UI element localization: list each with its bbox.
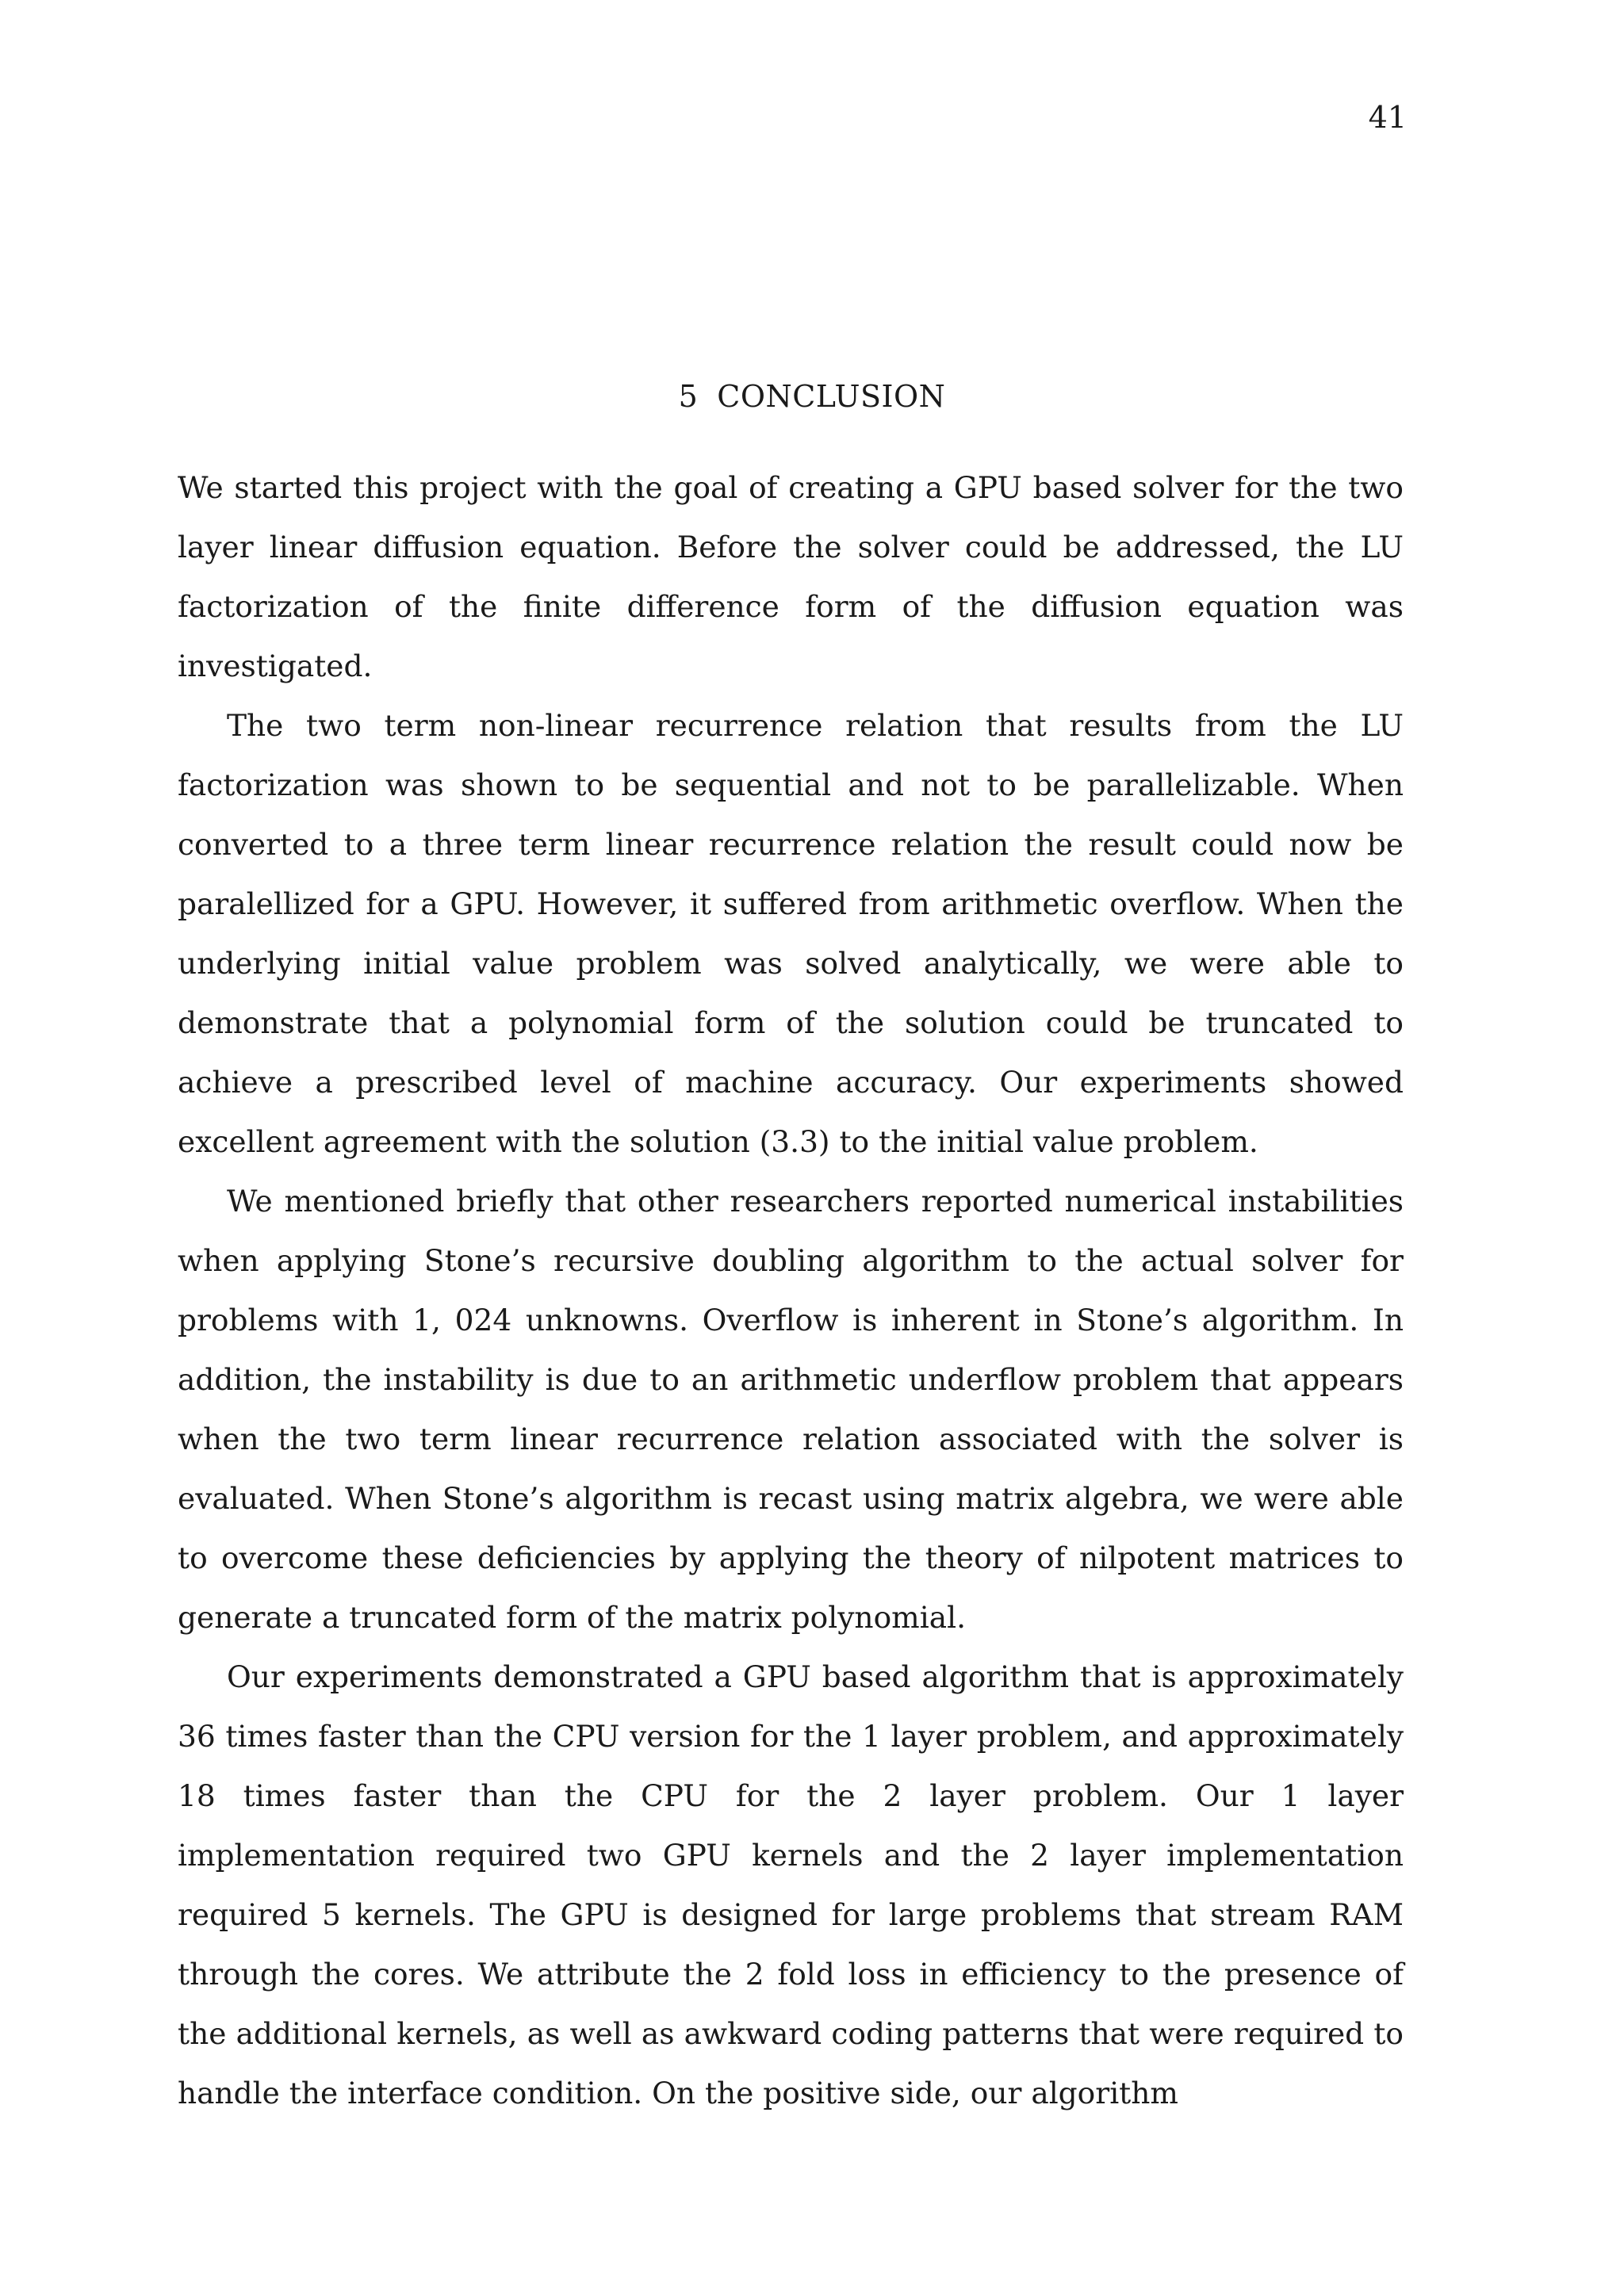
chapter-heading <box>0 374 1624 419</box>
chapter-title: CONCLUSION <box>717 379 946 414</box>
body-text <box>178 458 1404 2123</box>
paragraph: Our experiments demonstrated a GPU based algorithm that is approximately 36 times faster than the CPU version for the 1 layer problem, and approximately 18 times faster than the CPU for the 2 layer problem. Our 1 layer implementation required two GPU kernels and the 2 layer implementation required 5 kernels. The GPU is designed for large problems that stream RAM through the cores. We attribute the 2 fold loss in efficiency to the presence of the additional kernels, as well as awkward coding patterns that were required to handle the interface condition. On the positive side, our algorithm <box>178 1659 1404 2110</box>
paragraph: The two term non-linear recurrence relation that results from the LU factorization was shown to be sequential and not to be parallelizable. When converted to a three term linear recurrence relation the result could now be paralellized for a GPU. However, it suffered from arithmetic overflow. When the underlying initial value problem was solved analytically, we were able to demonstrate that a polynomial form of the solution could be truncated to achieve a prescribed level of machine accuracy. Our experiments showed excellent agreement with the solution (3.3) to the initial value problem. <box>178 708 1404 1159</box>
chapter-number: 5 <box>678 379 699 414</box>
paragraph: We started this project with the goal of creating a GPU based solver for the two layer linear diffusion equation. Before the solver could be addressed, the LU factorization of the finite difference form of the diffusion equation was investigated. <box>178 470 1404 683</box>
paragraph: We mentioned briefly that other researchers reported numerical instabilities when applying Stone’s recursive doubling algorithm to the actual solver for problems with 1, 024 unknowns. Overflow is inherent in Stone’s algorithm. In addition, the instability is due to an arithmetic underflow problem that appears when the two term linear recurrence relation associated with the solver is evaluated. When Stone’s algorithm is recast using matrix algebra, we were able to overcome these deficiencies by applying the theory of nilpotent matrices to generate a truncated form of the matrix polynomial. <box>178 1184 1404 1635</box>
page-number: 41 <box>1368 100 1407 135</box>
